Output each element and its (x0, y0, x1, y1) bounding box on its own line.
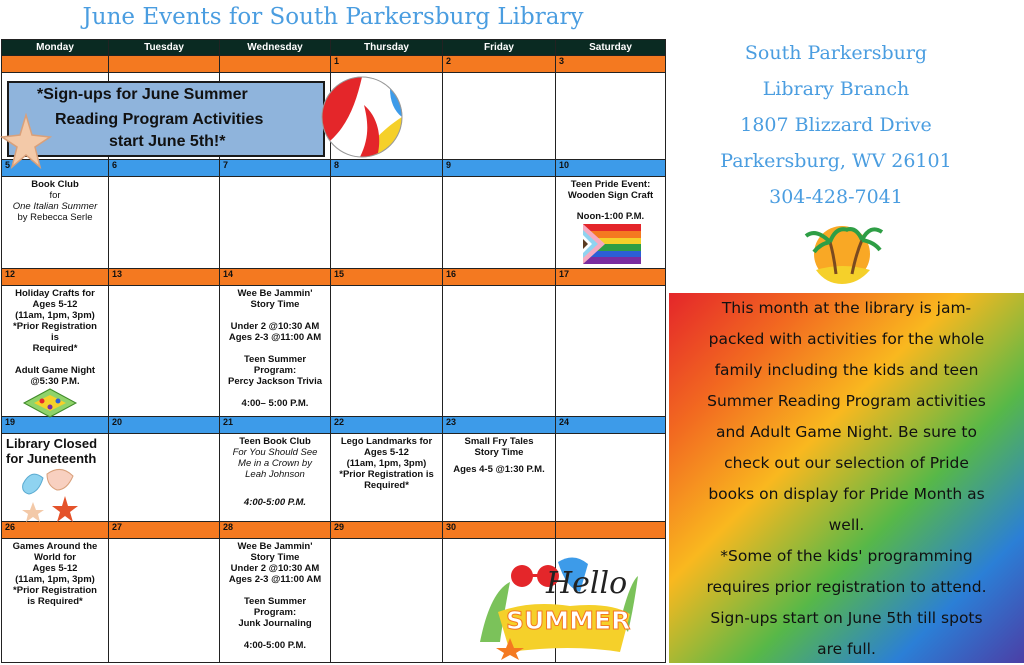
event-line: Ages 4-5 @1:30 P.M. (453, 464, 545, 475)
pride-flag-icon (583, 224, 641, 264)
hello-summer-graphic (470, 552, 640, 660)
event-line: (11am, 1pm, 3pm) (15, 574, 95, 585)
beach-ball-icon (320, 75, 404, 159)
date-number: 6 (109, 160, 220, 177)
date-number: 23 (443, 417, 556, 434)
event-small-fry-tales (443, 434, 556, 522)
date-number: 17 (556, 269, 666, 286)
message-line: books on display for Pride Month as (708, 485, 985, 503)
message-line: well. (828, 516, 865, 534)
day-cell (109, 286, 220, 417)
message-line: requires prior registration to attend. (706, 578, 987, 596)
date-number: 5 (2, 160, 109, 177)
event-line: World for (33, 552, 77, 563)
event-wee-be-jammin (220, 286, 331, 417)
event-line: Teen Summer (243, 596, 307, 607)
message-line: and Adult Game Night. Be sure to (715, 423, 977, 441)
date-number: 21 (220, 417, 331, 434)
event-line: Story Time (250, 552, 300, 563)
event-line: Under 2 @10:30 AM (230, 563, 320, 574)
date-number (109, 56, 220, 73)
event-line: Leah Johnson (245, 469, 305, 480)
day-cell (556, 286, 666, 417)
day-header-saturday: Saturday (556, 40, 666, 56)
event-line: Teen Summer (243, 354, 307, 365)
event-line: Required* (364, 480, 409, 491)
date-number (556, 522, 666, 539)
weekday-header-row (2, 40, 666, 56)
date-number: 9 (443, 160, 556, 177)
event-line: (11am, 1pm, 3pm) (346, 458, 427, 469)
event-line: Junk Journaling (238, 618, 312, 629)
day-cell (443, 73, 556, 160)
event-line: One Italian Summer (12, 201, 98, 212)
week2-number-row (2, 160, 666, 177)
signup-banner (7, 81, 325, 157)
message-line: *Some of the kids' programming (720, 547, 973, 565)
event-line: for (49, 190, 61, 201)
date-number: 16 (443, 269, 556, 286)
hello-text: Hello (546, 566, 628, 601)
date-number: 12 (2, 269, 109, 286)
date-number: 8 (331, 160, 443, 177)
day-cell (109, 177, 220, 269)
day-header-monday: Monday (2, 40, 109, 56)
event-line: Book Club (31, 179, 79, 190)
event-line: by Rebecca Serle (17, 212, 93, 223)
week2-content-row (2, 177, 666, 269)
day-cell (109, 539, 220, 663)
event-line: Story Time (250, 299, 300, 310)
event-line: for Juneteenth (6, 451, 97, 466)
event-line: Small Fry Tales (464, 436, 534, 447)
event-line: *Prior Registration is (339, 469, 434, 480)
starfish-icon (0, 113, 52, 171)
message-line: check out our selection of Pride (724, 454, 969, 472)
date-number: 2 (443, 56, 556, 73)
day-header-wednesday: Wednesday (220, 40, 331, 56)
event-line: is (51, 332, 59, 343)
event-line: Ages 2-3 @11:00 AM (228, 332, 322, 343)
message-line: Sign-ups start on June 5th till spots (710, 609, 983, 627)
banner-line: Reading Program Activities (55, 111, 264, 128)
date-number: 22 (331, 417, 443, 434)
event-line: Required* (32, 343, 78, 354)
week3-content-row (2, 286, 666, 417)
date-number: 20 (109, 417, 220, 434)
event-line: Ages 5-12 (364, 447, 409, 458)
day-cell (443, 177, 556, 269)
event-book-club (2, 177, 109, 269)
date-number: 3 (556, 56, 666, 73)
event-line: *Prior Registration (13, 585, 97, 596)
event-line: *Prior Registration (13, 321, 97, 332)
event-line: Teen Pride Event: (570, 179, 651, 190)
week3-number-row (2, 269, 666, 286)
message-box (669, 293, 1024, 663)
event-line: Story Time (474, 447, 524, 458)
day-cell (556, 434, 666, 522)
day-cell (220, 177, 331, 269)
banner-line: start June 5th!* (109, 133, 226, 150)
branch-street: 1807 Blizzard Drive (740, 114, 932, 136)
event-line: (11am, 1pm, 3pm) (15, 310, 95, 321)
date-number: 15 (331, 269, 443, 286)
event-line: Ages 5-12 (32, 563, 78, 574)
event-line: Adult Game Night (14, 365, 96, 376)
event-line: Noon-1:00 P.M. (576, 211, 645, 222)
day-cell (331, 177, 443, 269)
branch-name-line2: Library Branch (762, 78, 910, 100)
date-number: 19 (2, 417, 109, 434)
seashells-icon (17, 466, 85, 524)
message-line: Summer Reading Program activities (707, 392, 986, 410)
event-line: 4:00– 5:00 P.M. (241, 398, 309, 409)
page-title: June Events for South Parkersburg Library (82, 4, 584, 30)
week4-number-row (2, 417, 666, 434)
board-game-icon (20, 387, 80, 419)
date-number: 7 (220, 160, 331, 177)
event-line: Wee Be Jammin' (237, 288, 313, 299)
date-number: 24 (556, 417, 666, 434)
day-header-friday: Friday (443, 40, 556, 56)
message-text (671, 293, 1022, 665)
week4-content-row (2, 434, 666, 522)
branch-phone: 304-428-7041 (769, 186, 903, 208)
event-line: Holiday Crafts for (15, 288, 95, 299)
summer-text: SUMMER (506, 606, 631, 635)
event-line: Under 2 @10:30 AM (230, 321, 320, 332)
event-line: @5:30 P.M. (30, 376, 80, 387)
date-number (220, 56, 331, 73)
date-number: 10 (556, 160, 666, 177)
message-line: packed with activities for the whole (708, 330, 985, 348)
event-line: For You Should See (232, 447, 318, 458)
day-header-thursday: Thursday (331, 40, 443, 56)
event-line: Ages 5-12 (32, 299, 78, 310)
branch-city: Parkersburg, WV 26101 (720, 150, 952, 172)
day-cell (556, 73, 666, 160)
event-line: Teen Book Club (239, 436, 311, 447)
banner-line: *Sign-ups for June Summer (37, 86, 248, 103)
date-number: 29 (331, 522, 443, 539)
event-line: Games Around the (12, 541, 98, 552)
date-number: 26 (2, 522, 109, 539)
day-cell (109, 434, 220, 522)
event-line: Library Closed (6, 436, 98, 451)
event-games-around-world (2, 539, 109, 663)
event-line: is Required* (27, 596, 83, 607)
day-header-tuesday: Tuesday (109, 40, 220, 56)
event-line: Program: (253, 365, 297, 376)
date-number: 13 (109, 269, 220, 286)
date-number: 1 (331, 56, 443, 73)
message-line: family including the kids and teen (714, 361, 979, 379)
day-cell (443, 286, 556, 417)
event-line: Program: (253, 607, 297, 618)
branch-name-line1: South Parkersburg (744, 42, 928, 64)
week1-number-row (2, 56, 666, 73)
event-line: 4:00-5:00 P.M. (243, 640, 307, 651)
event-lego-landmarks (331, 434, 443, 522)
message-line: are full. (817, 640, 876, 658)
day-cell (331, 286, 443, 417)
day-cell (331, 539, 443, 663)
event-wee-be-jammin-2 (220, 539, 331, 663)
event-line: 4:00-5:00 P.M. (243, 497, 307, 508)
date-number (2, 56, 109, 73)
event-line: Lego Landmarks for (340, 436, 433, 447)
palm-island-icon (800, 218, 886, 286)
week5-number-row (2, 522, 666, 539)
date-number: 28 (220, 522, 331, 539)
event-line: Ages 2-3 @11:00 AM (228, 574, 322, 585)
event-line: Me in a Crown by (238, 458, 312, 469)
date-number: 27 (109, 522, 220, 539)
date-number: 30 (443, 522, 556, 539)
message-line: This month at the library is jam- (721, 299, 972, 317)
event-line: Percy Jackson Trivia (227, 376, 322, 387)
event-line: Wooden Sign Craft (567, 190, 654, 201)
event-teen-book-club (220, 434, 331, 522)
event-line: Wee Be Jammin' (237, 541, 313, 552)
date-number: 14 (220, 269, 331, 286)
